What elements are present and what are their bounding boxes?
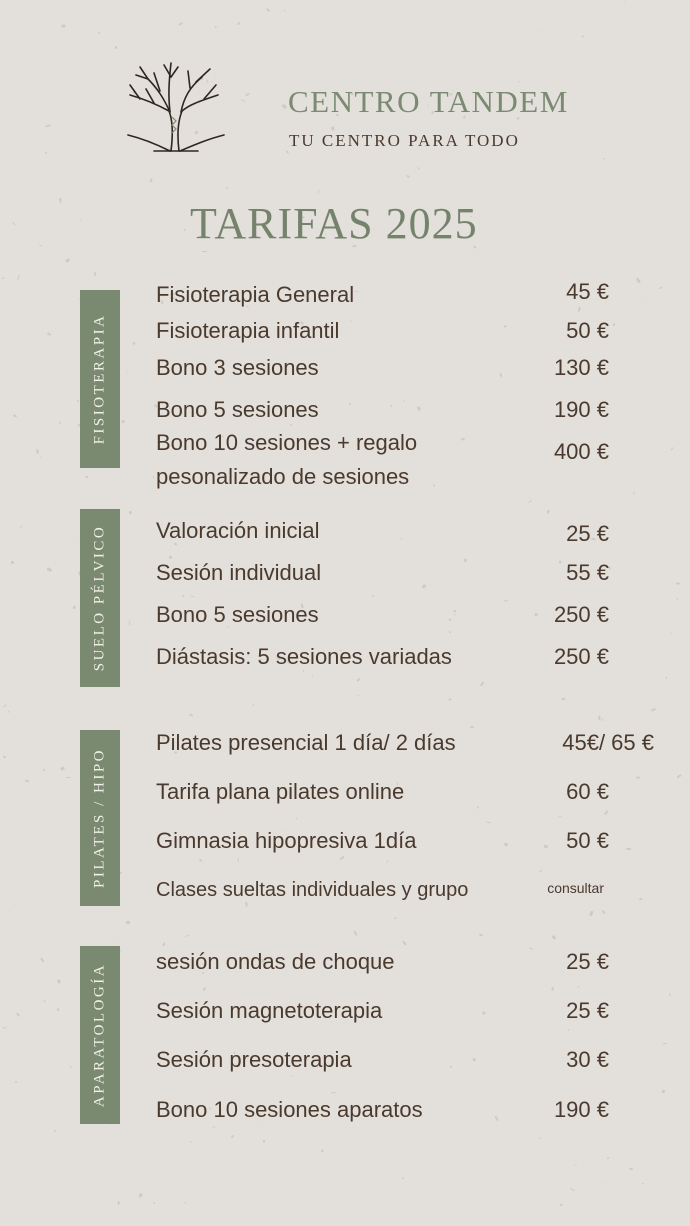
texture-speck	[317, 190, 318, 193]
texture-speck	[640, 301, 642, 303]
texture-speck	[185, 935, 189, 938]
section-tab-suelo-pelvico	[80, 509, 120, 687]
item-price: 55 €	[566, 560, 609, 585]
texture-speck	[402, 1177, 405, 1180]
texture-speck	[482, 1012, 486, 1015]
texture-speck	[547, 509, 550, 514]
section-tab-aparatologia	[80, 946, 120, 1124]
texture-speck	[528, 500, 532, 503]
texture-speck	[43, 1000, 46, 1003]
texture-speck	[632, 492, 635, 495]
texture-speck	[179, 22, 183, 26]
texture-speck	[153, 476, 155, 478]
texture-speck	[626, 848, 631, 851]
texture-speck	[20, 525, 23, 528]
texture-speck	[574, 1164, 576, 1166]
list-item: Bono 10 sesiones aparatos	[156, 1097, 423, 1122]
texture-speck	[69, 1065, 72, 1068]
texture-speck	[14, 1081, 17, 1084]
texture-speck	[659, 286, 663, 288]
list-item: Clases sueltas individuales y grupo	[156, 879, 469, 901]
texture-speck	[407, 175, 411, 178]
list-item: Diástasis: 5 sesiones variadas	[156, 644, 452, 669]
texture-speck	[601, 1182, 603, 1184]
brand-name: CENTRO TANDEM	[288, 84, 569, 119]
texture-speck	[582, 36, 585, 38]
texture-speck	[357, 678, 361, 681]
texture-speck	[58, 422, 61, 425]
texture-speck	[46, 124, 51, 127]
texture-speck	[2, 756, 5, 759]
texture-speck	[2, 1027, 7, 1028]
texture-speck	[676, 583, 680, 585]
list-item: Valoración inicial	[156, 518, 320, 543]
texture-speck	[252, 704, 254, 706]
texture-speck	[66, 777, 71, 778]
section-tab-fisioterapia	[80, 290, 120, 468]
texture-speck	[448, 631, 450, 634]
list-item: Gimnasia hipopresiva 1día	[156, 828, 417, 853]
texture-speck	[73, 605, 76, 608]
texture-speck	[636, 278, 641, 283]
texture-speck	[636, 777, 640, 779]
section-label: SUELO PÉLVICO	[91, 524, 108, 672]
page-title: TARIFAS 2025	[190, 199, 478, 248]
texture-speck	[56, 1007, 58, 1010]
texture-speck	[190, 1141, 192, 1143]
texture-speck	[662, 1089, 666, 1093]
texture-speck	[400, 538, 401, 540]
list-item: Bono 5 sesiones	[156, 602, 319, 627]
texture-speck	[40, 957, 44, 962]
item-price: 45 €	[566, 279, 609, 304]
texture-speck	[578, 986, 580, 988]
texture-speck	[237, 857, 239, 861]
texture-speck	[372, 595, 375, 598]
texture-speck	[61, 766, 66, 770]
texture-speck	[40, 456, 41, 458]
texture-speck	[139, 1193, 143, 1198]
texture-speck	[535, 612, 538, 615]
texture-speck	[390, 405, 392, 407]
texture-speck	[350, 320, 352, 322]
texture-speck	[629, 1168, 634, 1172]
item-price: consultar	[547, 880, 604, 896]
texture-speck	[589, 910, 594, 916]
list-item: Bono 3 sesiones	[156, 355, 319, 380]
section-label: APARATOLOGÍA	[91, 962, 108, 1108]
texture-speck	[84, 475, 88, 478]
texture-speck	[544, 844, 549, 848]
texture-speck	[283, 10, 285, 12]
texture-speck	[504, 325, 507, 328]
texture-speck	[663, 1043, 667, 1044]
texture-speck	[199, 860, 202, 862]
texture-speck	[666, 676, 668, 679]
texture-speck	[464, 559, 467, 562]
texture-speck	[237, 22, 240, 25]
texture-speck	[677, 774, 682, 778]
texture-speck	[494, 1116, 498, 1121]
list-item: Bono 10 sesiones + regalo pesonalizado de sesiones	[156, 430, 418, 489]
texture-speck	[402, 940, 406, 945]
texture-speck	[66, 258, 71, 262]
texture-speck	[561, 697, 566, 700]
list-item: Pilates presencial 1 día/ 2 días	[156, 730, 456, 755]
texture-speck	[393, 917, 396, 920]
texture-speck	[349, 403, 351, 405]
texture-speck	[127, 371, 128, 372]
item-price: 250 €	[553, 644, 609, 669]
texture-speck	[43, 769, 46, 772]
item-price: 190 €	[553, 1097, 609, 1122]
texture-speck	[449, 1066, 452, 1069]
texture-speck	[676, 598, 678, 601]
texture-speck	[59, 198, 61, 203]
texture-speck	[115, 45, 118, 48]
texture-speck	[153, 1202, 155, 1204]
texture-speck	[357, 694, 360, 697]
item-price: 45€/ 65 €	[562, 730, 654, 755]
texture-speck	[24, 779, 29, 783]
texture-speck	[623, 1, 625, 2]
texture-speck	[241, 99, 246, 102]
texture-speck	[61, 25, 66, 28]
texture-speck	[560, 1203, 563, 1206]
texture-speck	[570, 1188, 575, 1191]
section-label: FISIOTERAPIA	[91, 313, 108, 445]
texture-speck	[97, 32, 100, 35]
texture-speck	[503, 843, 508, 847]
brand-tagline: TU CENTRO PARA TODO	[289, 131, 520, 150]
texture-speck	[332, 126, 335, 130]
texture-speck	[355, 291, 358, 292]
texture-speck	[4, 704, 7, 707]
texture-speck	[149, 178, 152, 182]
texture-speck	[642, 1183, 644, 1185]
texture-speck	[651, 708, 656, 712]
texture-speck	[606, 1156, 609, 1159]
texture-speck	[447, 698, 451, 701]
texture-speck	[472, 1058, 475, 1061]
texture-speck	[480, 682, 484, 687]
texture-speck	[7, 711, 9, 713]
texture-speck	[386, 860, 389, 863]
item-price: 25 €	[566, 521, 609, 546]
texture-speck	[39, 244, 43, 247]
list-item: Sesión magnetoterapia	[156, 998, 383, 1023]
texture-speck	[191, 595, 194, 597]
texture-speck	[542, 30, 543, 32]
texture-speck	[417, 167, 420, 170]
texture-speck	[504, 600, 508, 602]
texture-speck	[215, 26, 217, 28]
texture-speck	[202, 987, 206, 991]
texture-speck	[45, 152, 48, 155]
list-item: Sesión individual	[156, 560, 322, 585]
texture-speck	[671, 632, 672, 633]
texture-speck	[231, 1134, 235, 1138]
texture-speck	[669, 993, 671, 996]
texture-speck	[422, 584, 427, 589]
item-price: 250 €	[553, 602, 609, 627]
texture-speck	[353, 930, 357, 935]
texture-speck	[265, 8, 270, 12]
texture-speck	[17, 275, 19, 280]
texture-speck	[539, 869, 543, 872]
item-price: 50 €	[566, 828, 609, 853]
texture-speck	[559, 561, 561, 564]
texture-speck	[202, 251, 207, 252]
item-price: 400 €	[553, 439, 609, 464]
texture-speck	[559, 816, 561, 817]
texture-speck	[604, 811, 608, 816]
texture-speck	[77, 400, 79, 402]
item-price: 130 €	[553, 355, 609, 380]
texture-speck	[81, 218, 83, 220]
texture-speck	[2, 277, 4, 279]
list-item: Bono 5 sesiones	[156, 397, 319, 422]
texture-speck	[602, 718, 604, 721]
texture-speck	[312, 675, 314, 678]
list-item: Tarifa plana pilates online	[156, 779, 405, 804]
texture-speck	[453, 610, 456, 612]
texture-speck	[639, 898, 642, 900]
texture-speck	[470, 726, 475, 729]
texture-speck	[117, 1201, 119, 1205]
texture-speck	[416, 406, 420, 411]
texture-speck	[57, 979, 61, 984]
item-price: 50 €	[566, 318, 609, 343]
texture-speck	[36, 449, 39, 454]
texture-speck	[16, 1013, 20, 1018]
texture-speck	[479, 934, 483, 937]
texture-speck	[602, 157, 604, 159]
item-price: 30 €	[566, 1047, 609, 1072]
texture-speck	[477, 805, 479, 808]
texture-speck	[246, 94, 250, 97]
texture-speck	[184, 229, 186, 231]
texture-speck	[670, 447, 673, 451]
texture-speck	[126, 920, 130, 923]
texture-speck	[9, 910, 11, 912]
texture-speck	[529, 948, 533, 951]
texture-speck	[129, 511, 132, 514]
texture-speck	[10, 561, 14, 565]
texture-speck	[54, 1129, 57, 1132]
texture-speck	[613, 323, 615, 326]
texture-speck	[184, 1202, 186, 1204]
texture-speck	[486, 822, 491, 824]
texture-speck	[517, 81, 519, 83]
item-price: 25 €	[566, 998, 609, 1023]
texture-speck	[13, 414, 18, 417]
texture-speck	[568, 1029, 570, 1031]
texture-speck	[598, 715, 600, 720]
texture-speck	[296, 818, 298, 820]
texture-speck	[282, 104, 287, 109]
list-item: Sesión presoterapia	[156, 1047, 352, 1072]
texture-speck	[449, 619, 452, 621]
item-price: 190 €	[553, 397, 609, 422]
section-label: PILATES / HIPO	[91, 747, 108, 889]
texture-speck	[128, 620, 131, 625]
texture-speck	[13, 222, 16, 225]
section-tab-pilates-hipo	[80, 730, 120, 906]
texture-speck	[117, 939, 119, 941]
texture-speck	[551, 935, 556, 940]
texture-speck	[189, 713, 194, 717]
texture-speck	[94, 272, 97, 276]
list-item: sesión ondas de choque	[156, 949, 395, 974]
texture-speck	[321, 1150, 324, 1153]
texture-speck	[403, 400, 404, 402]
texture-speck	[552, 987, 554, 991]
texture-speck	[453, 614, 455, 616]
texture-speck	[263, 1140, 265, 1143]
list-item: Fisioterapia General	[156, 282, 355, 307]
item-price: 60 €	[566, 779, 609, 804]
tree-logo-icon	[124, 55, 228, 159]
texture-speck	[132, 341, 135, 345]
texture-speck	[122, 420, 125, 423]
texture-speck	[46, 567, 51, 571]
texture-speck	[226, 187, 229, 190]
list-item: Fisioterapia infantil	[156, 318, 340, 343]
texture-speck	[499, 373, 502, 377]
texture-speck	[602, 910, 606, 914]
item-price: 25 €	[566, 949, 609, 974]
texture-speck	[539, 1137, 541, 1139]
texture-speck	[182, 594, 185, 597]
texture-speck	[46, 332, 50, 336]
